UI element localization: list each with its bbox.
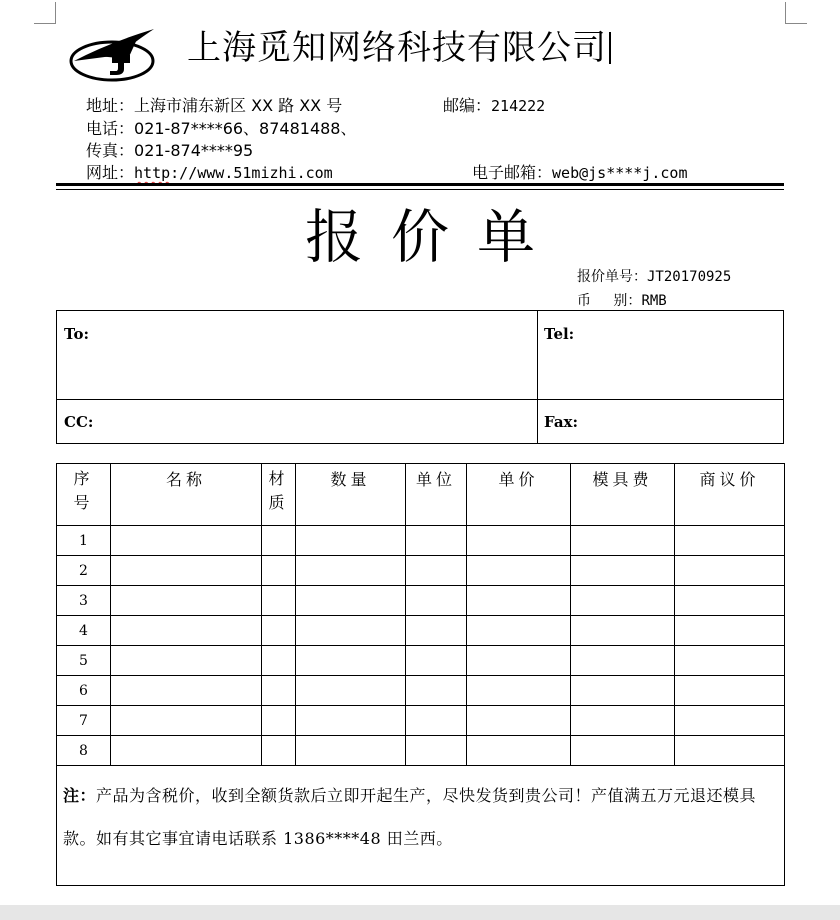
cell-material[interactable] (262, 706, 296, 736)
cell-unit[interactable] (406, 646, 467, 676)
cell-quantity[interactable] (296, 706, 406, 736)
cc-label: CC: (64, 413, 94, 431)
cell-material[interactable] (262, 616, 296, 646)
cell-unit-price[interactable] (467, 706, 571, 736)
cell-quantity[interactable] (296, 526, 406, 556)
cell-mold-fee[interactable] (571, 556, 675, 586)
cell-mold-fee[interactable] (571, 586, 675, 616)
header-negotiated-price: 商议价 (675, 464, 785, 526)
cell-quantity[interactable] (296, 616, 406, 646)
cell-material[interactable] (262, 736, 296, 766)
cell-negotiated-price[interactable] (675, 586, 785, 616)
postcode-label: 邮编： (443, 96, 492, 115)
cell-material[interactable] (262, 646, 296, 676)
cell-unit[interactable] (406, 676, 467, 706)
cell-quantity[interactable] (296, 646, 406, 676)
cell-mold-fee[interactable] (571, 706, 675, 736)
table-row (57, 556, 785, 586)
table-row (57, 616, 785, 646)
cell-negotiated-price[interactable] (675, 616, 785, 646)
fax-label: 传真： (86, 141, 135, 160)
cell-negotiated-price[interactable] (675, 556, 785, 586)
cell-quantity[interactable] (296, 586, 406, 616)
fax-field-label: Fax: (544, 413, 579, 431)
cell-material[interactable] (262, 676, 296, 706)
cell-unit-price[interactable] (467, 556, 571, 586)
website-line (86, 160, 333, 183)
row-index: 2 (57, 556, 111, 586)
cell-material[interactable] (262, 556, 296, 586)
table-row (57, 676, 785, 706)
company-logo-icon (68, 25, 160, 83)
row-index: 8 (57, 736, 111, 766)
table-row (57, 526, 785, 556)
header-unit-price: 单价 (467, 464, 571, 526)
currency-label: 币 别： (577, 293, 642, 309)
cell-name[interactable] (111, 736, 262, 766)
cell-negotiated-price[interactable] (675, 676, 785, 706)
document-title: 报价单 (304, 203, 563, 271)
tel-label: Tel: (544, 325, 575, 343)
table-row (57, 736, 785, 766)
header-name: 名称 (111, 464, 262, 526)
row-index: 1 (57, 526, 111, 556)
header-quantity: 数量 (296, 464, 406, 526)
header-divider-thick (56, 183, 784, 186)
cell-negotiated-price[interactable] (675, 646, 785, 676)
contact-divider-horizontal (57, 399, 783, 400)
postcode-line (443, 93, 545, 116)
note-text: 产品为含税价，收到全额货款后立即开起生产，尽快发货到贵公司！产值满五万元退还模具款。如有其它事宜请电话联系 1386****48 田兰西。 (63, 786, 757, 848)
cell-negotiated-price[interactable] (675, 526, 785, 556)
header-unit: 单位 (406, 464, 467, 526)
cell-unit[interactable] (406, 556, 467, 586)
cell-unit[interactable] (406, 586, 467, 616)
email-label: 电子邮箱： (472, 163, 553, 182)
cell-mold-fee[interactable] (571, 616, 675, 646)
cell-mold-fee[interactable] (571, 526, 675, 556)
cell-unit[interactable] (406, 706, 467, 736)
text-cursor (609, 32, 611, 64)
cell-quantity[interactable] (296, 556, 406, 586)
cell-name[interactable] (111, 676, 262, 706)
cell-unit-price[interactable] (467, 586, 571, 616)
table-row (57, 646, 785, 676)
cell-name[interactable] (111, 556, 262, 586)
cell-unit[interactable] (406, 526, 467, 556)
company-name-text: 上海觅知网络科技有限公司 (187, 28, 607, 68)
to-label: To: (64, 325, 89, 343)
website-http: http (134, 164, 171, 182)
phone-line (86, 116, 357, 139)
cell-material[interactable] (262, 586, 296, 616)
cell-negotiated-price[interactable] (675, 706, 785, 736)
currency-value: RMB (641, 293, 667, 309)
address-value: 上海市浦东新区 XX 路 XX 号 (134, 96, 343, 115)
quote-table (56, 463, 785, 886)
header-mold-fee: 模具费 (571, 464, 675, 526)
table-header-row (57, 464, 785, 526)
cell-name[interactable] (111, 646, 262, 676)
window-bottom-band (0, 905, 840, 920)
row-index: 3 (57, 586, 111, 616)
postcode-value: 214222 (491, 97, 546, 115)
email-line (472, 160, 687, 183)
header-index: 序号 (57, 464, 111, 526)
cell-negotiated-price[interactable] (675, 736, 785, 766)
table-row (57, 706, 785, 736)
website-value: ://www.51mizhi.com (170, 164, 333, 182)
header-material: 材质 (262, 464, 296, 526)
row-index: 5 (57, 646, 111, 676)
cell-name[interactable] (111, 706, 262, 736)
fax-line (86, 138, 253, 161)
row-index: 6 (57, 676, 111, 706)
cell-name[interactable] (111, 526, 262, 556)
cell-unit[interactable] (406, 616, 467, 646)
cell-unit-price[interactable] (467, 736, 571, 766)
cell-quantity[interactable] (296, 676, 406, 706)
fax-value: 021-874****95 (134, 141, 254, 160)
note-label: 注： (63, 786, 97, 805)
quote-number-value: JT20170925 (647, 269, 732, 285)
address-line (86, 93, 342, 116)
row-index: 7 (57, 706, 111, 736)
cell-unit-price[interactable] (467, 616, 571, 646)
note-cell (57, 766, 785, 886)
cell-quantity[interactable] (296, 736, 406, 766)
quote-number-label: 报价单号： (577, 269, 647, 285)
phone-label: 电话： (86, 119, 135, 138)
company-name (187, 20, 611, 69)
contact-box (56, 310, 784, 444)
email-value: web@js****j.com (552, 164, 688, 182)
page-corner-mark (785, 2, 807, 24)
page-corner-mark (34, 2, 56, 24)
cell-unit-price[interactable] (467, 676, 571, 706)
cell-unit-price[interactable] (467, 646, 571, 676)
website-label: 网址： (86, 163, 135, 182)
cell-unit[interactable] (406, 736, 467, 766)
address-label: 地址： (86, 96, 135, 115)
cell-name[interactable] (111, 586, 262, 616)
cell-material[interactable] (262, 526, 296, 556)
row-index: 4 (57, 616, 111, 646)
cell-name[interactable] (111, 616, 262, 646)
contact-divider-vertical (537, 311, 538, 443)
cell-mold-fee[interactable] (571, 736, 675, 766)
phone-value: 021-87****66、87481488、 (134, 119, 357, 138)
currency-line (577, 290, 667, 310)
table-row (57, 586, 785, 616)
cell-mold-fee[interactable] (571, 676, 675, 706)
note-row (57, 766, 785, 886)
cell-unit-price[interactable] (467, 526, 571, 556)
quote-number-line (577, 266, 731, 286)
cell-mold-fee[interactable] (571, 646, 675, 676)
